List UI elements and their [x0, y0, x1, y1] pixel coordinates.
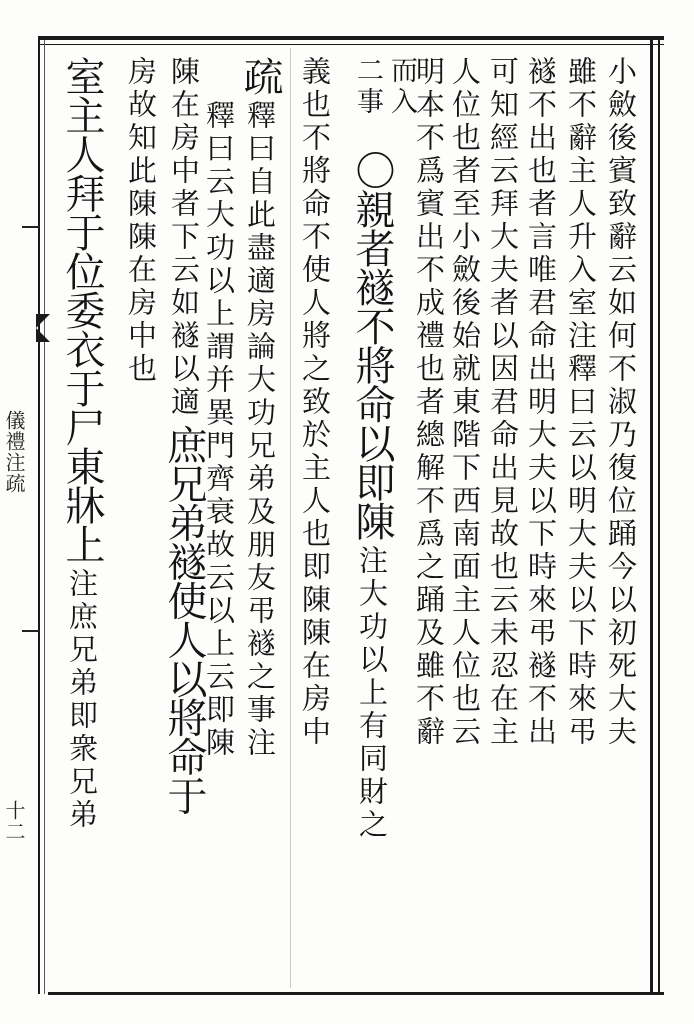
text-segment: 〇親者襚不將命以即陳: [349, 150, 395, 540]
text-column: [564, 56, 598, 988]
book-title: 儀禮注疏: [2, 410, 26, 494]
text-column: [202, 100, 236, 988]
text-column: [448, 56, 482, 988]
text-column: [59, 56, 105, 988]
top-border-inner: [40, 44, 664, 45]
text-segment: 庶兄弟襚使人以將命于: [161, 424, 207, 815]
text-segment: 注庶兄弟即衆兄弟: [65, 568, 99, 833]
left-border: [38, 36, 40, 994]
text-segment: 雖不辭主人升入室注釋曰云以明大夫以下時來弔: [564, 56, 598, 749]
column-divider: [290, 48, 291, 988]
text-column-sub: [354, 56, 381, 146]
text-column: [604, 56, 638, 988]
text-column: [524, 56, 558, 988]
gutter-tick: [22, 630, 40, 632]
right-border: [650, 36, 653, 994]
text-column: [124, 56, 158, 536]
text-segment: 釋曰自此盡適房論大功兄弟及朋友弔襚之事注: [243, 100, 277, 761]
page-number: 十二: [2, 800, 26, 842]
text-column: [349, 150, 395, 990]
text-column: [486, 56, 520, 988]
text-segment: 人位也者至小斂後始就東階下西南面主人位也云: [448, 56, 482, 749]
text-segment: 房故知此陳陳在房中也: [124, 56, 158, 386]
text-segment: 而入: [386, 56, 417, 118]
fishtail-mark: [36, 314, 50, 342]
bottom-border: [48, 992, 664, 995]
text-segment: 義也不將命不使人將之致於主人也即陳陳在房中: [298, 56, 332, 749]
gutter-line: [44, 40, 45, 994]
text-column: [161, 56, 207, 988]
text-segment: 釋曰云大功以上謂并異門齊衰故云以上云即陳: [202, 100, 236, 760]
text-segment: 明本不爲賓出不成禮也者總解不爲之踊及雖不辭: [412, 56, 446, 749]
text-segment: 注大功以上有同財之: [355, 545, 389, 843]
shu-marker: 疏: [237, 56, 283, 95]
right-border-outer: [658, 36, 660, 994]
top-border: [40, 36, 664, 40]
text-segment: 室主人拜于位委衣于尸東牀上: [59, 56, 105, 563]
text-segment: 小斂後賓致辭云如何不淑乃復位踊今以初死大夫: [604, 56, 638, 749]
text-column: [298, 56, 332, 988]
text-segment: 二事: [352, 56, 383, 118]
text-column-sub: [388, 56, 415, 146]
text-column: [412, 56, 446, 988]
text-segment: 可知經云拜大夫者以因君命出見故也云未忍在主: [486, 56, 520, 749]
text-segment: 襚不出也者言唯君命出明大夫以下時來弔襚不出: [524, 56, 558, 749]
text-segment: 陳在房中者下云如襚以適: [167, 56, 201, 419]
text-column: [237, 56, 283, 988]
gutter-tick: [22, 226, 40, 228]
